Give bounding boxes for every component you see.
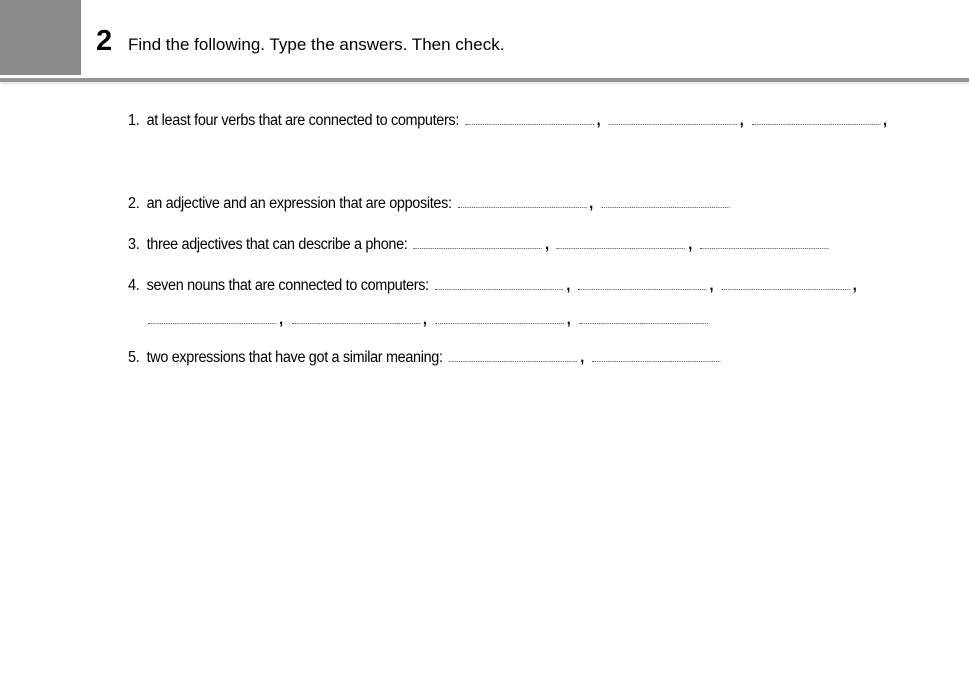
exercise-item-4-continuation bbox=[148, 311, 711, 329]
separator: , bbox=[422, 311, 427, 328]
separator: , bbox=[688, 236, 692, 253]
answer-blank[interactable] bbox=[722, 279, 850, 290]
item-number: 1. bbox=[128, 112, 140, 129]
exercise-item-2 bbox=[128, 195, 732, 213]
answer-blank[interactable] bbox=[436, 313, 564, 324]
answer-blank[interactable] bbox=[601, 197, 729, 208]
item-number: 3. bbox=[128, 236, 140, 253]
separator: , bbox=[596, 112, 601, 129]
item-prompt: an adjective and an expression that are opposites: bbox=[146, 195, 452, 212]
exercise-item-4 bbox=[128, 277, 858, 295]
item-prompt: two expressions that have got a similar meaning: bbox=[146, 349, 443, 366]
item-prompt: three adjectives that can describe a phone: bbox=[146, 236, 408, 253]
answer-blank[interactable] bbox=[752, 114, 880, 125]
exercise-item-1 bbox=[128, 112, 888, 130]
answer-blank[interactable] bbox=[449, 351, 577, 362]
answer-blank[interactable] bbox=[458, 197, 586, 208]
exercise-instruction: Find the following. Type the answers. Then check. bbox=[128, 35, 505, 54]
item-number: 5. bbox=[128, 349, 140, 366]
answer-blank[interactable] bbox=[435, 279, 563, 290]
separator: , bbox=[566, 277, 571, 294]
answer-blank[interactable] bbox=[700, 238, 828, 249]
exercise-number: 2 bbox=[96, 25, 113, 57]
answer-blank[interactable] bbox=[414, 238, 542, 249]
answer-blank[interactable] bbox=[557, 238, 685, 249]
separator: , bbox=[739, 112, 744, 129]
separator: , bbox=[852, 277, 857, 294]
answer-blank[interactable] bbox=[292, 313, 420, 324]
separator: , bbox=[589, 195, 593, 212]
answer-blank[interactable] bbox=[578, 279, 706, 290]
answer-blank[interactable] bbox=[592, 351, 720, 362]
answer-blank[interactable] bbox=[465, 114, 593, 125]
exercise-item-5 bbox=[128, 349, 723, 367]
item-prompt: seven nouns that are connected to computers: bbox=[146, 277, 429, 294]
answer-blank[interactable] bbox=[579, 313, 707, 324]
item-number: 4. bbox=[128, 277, 140, 294]
separator: , bbox=[545, 236, 549, 253]
item-prompt: at least four verbs that are connected to computers: bbox=[146, 112, 460, 129]
separator: , bbox=[709, 277, 714, 294]
answer-blank[interactable] bbox=[148, 313, 276, 324]
separator: , bbox=[566, 311, 571, 328]
separator: , bbox=[580, 349, 584, 366]
separator: , bbox=[279, 311, 284, 328]
separator: , bbox=[882, 112, 887, 129]
exercise-item-3 bbox=[128, 236, 831, 254]
header-accent-block bbox=[0, 0, 81, 75]
header-divider bbox=[0, 78, 969, 82]
answer-blank[interactable] bbox=[609, 114, 737, 125]
item-number: 2. bbox=[128, 195, 140, 212]
